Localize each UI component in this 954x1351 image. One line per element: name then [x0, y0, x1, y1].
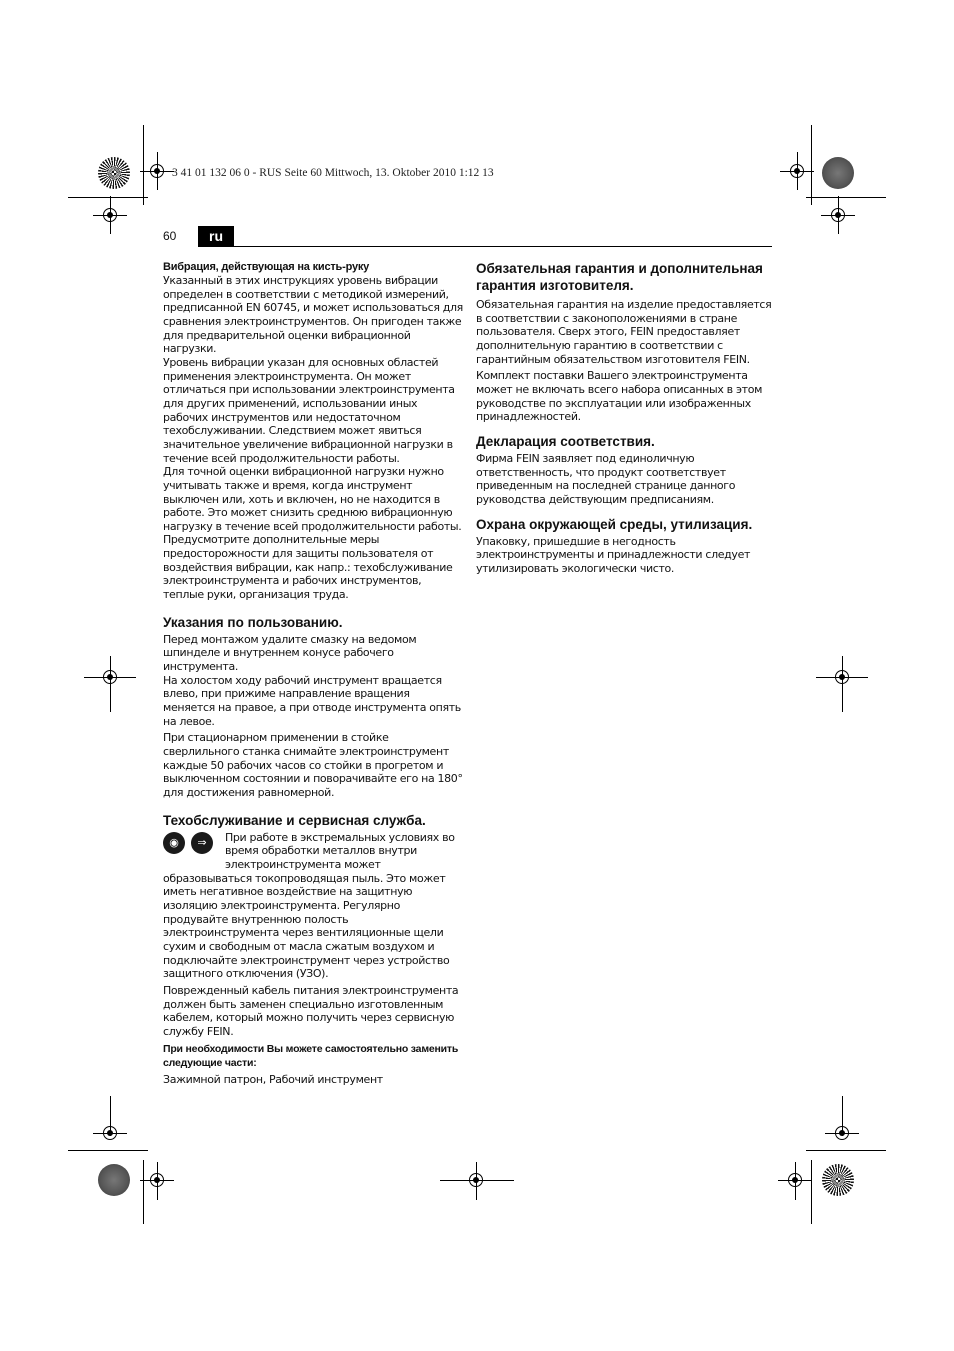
right-column — [476, 260, 776, 576]
crop-mark — [143, 125, 144, 205]
environment-paragraph: Упаковку, пришедшие в негодность электроинструменты и принадлежности следует утилизировать экологически чисто. — [476, 534, 751, 575]
registration-mark-icon — [835, 1126, 849, 1140]
warranty-paragraph: Обязательная гарантия на изделие предоставляется в соответствии с законоположениями в стране пользователя. Сверх этого, FEIN предоставляет дополнительную гарантию в соответствии с гарантийным обязательством изготовителя FEIN. — [476, 298, 772, 366]
color-bar-starburst-icon — [822, 1164, 854, 1196]
service-paragraph: При работе в экстремальных условиях во время обработки металлов внутри электроинструмента может образовываться токопроводящая пыль. Это может иметь негативное воздействие на защитную изоляцию электроинструмента. Регулярно продувайте внутреннюю полость электроинструмента через вентиляционные щели сухим и свободным от масла сжатым воздухом и подключайте электроинструмент через устройство защитного отключения (УЗО). — [163, 830, 455, 981]
vibration-paragraph: Предусмотрите дополнительные меры предосторожности для защиты пользователя от воздействия вибрации, как напр.: техобслуживание электроинструмента и рабочих инструментов, теплые руки, организация труда. — [163, 533, 453, 602]
registration-mark-icon — [150, 164, 164, 178]
crop-mark — [68, 197, 148, 198]
vibration-paragraph: Указанный в этих инструкциях уровень вибрации определен в соответствии с методикой измерений, предписанной EN 60745, и может использоваться для сравнения электроинструментов. Он пригоден также для предварительной оценки вибрационной нагрузки. — [163, 274, 463, 356]
blow-out-icon: ⇒ — [191, 832, 213, 854]
vibration-paragraph: Для точной оценки вибрационной нагрузки нужно учитывать также и время, когда инструмент выключен или, хоть и включен, но не находится в работе. Это может снизить среднюю вибрационную нагрузку в течение всей продолжительности работы. — [163, 465, 462, 533]
header-rule — [198, 246, 772, 247]
color-bar-disk-icon — [822, 157, 854, 189]
usage-paragraph: Перед монтажом удалите смазку на ведомом шпинделе и внутреннем конусе рабочего инструмента. — [163, 632, 417, 674]
color-bar-disk-icon — [98, 1164, 130, 1196]
service-icons — [163, 831, 221, 859]
vibration-heading: Вибрация, действующая на кисть-руку — [163, 261, 370, 273]
vibration-paragraph: Уровень вибрации указан для основных областей применения электроинструмента. Он может отличаться при использовании электроинструмента для других применений, использовании иных рабочих инструментов или недостаточном техобслуживании. Следствием может явиться значительное увеличение вибрационной нагрузки в течение всей продолжительности работы. — [163, 355, 455, 465]
registration-mark-icon — [469, 1173, 483, 1187]
service-heading: Техобслуживание и сервисная служба. — [163, 812, 426, 828]
goggles-icon: ◉ — [163, 832, 185, 854]
warranty-heading: Обязательная гарантия и дополнительная гарантия изготовителя. — [476, 261, 763, 293]
print-slug: 3 41 01 132 06 0 - RUS Seite 60 Mittwoch, 13. Oktober 2010 1:12 13 — [172, 167, 494, 179]
warranty-paragraph: Комплект поставки Вашего электроинструмента может не включать всего набора описанных в этом руководстве по эксплуатации или изображенных принадлежностей. — [476, 369, 763, 424]
registration-mark-icon — [103, 670, 117, 684]
parts-heading: При необходимости Вы можете самостоятельно заменить следующие части: — [163, 1043, 459, 1070]
registration-mark-icon — [103, 1126, 117, 1140]
registration-mark-icon — [788, 1173, 802, 1187]
conformity-paragraph: Фирма FEIN заявляет под единоличную ответственность, что продукт соответствует приведенным на последней странице данного руководства действующим предписаниям. — [476, 451, 736, 506]
language-badge: ru — [198, 226, 234, 246]
usage-paragraph: При стационарном применении в стойке сверлильного станка снимайте электроинструмент каждые 50 рабочих часов со стойки в прогретом и выключенном состоянии и поворачивайте его на 180° для достижения равномерной. — [163, 731, 463, 799]
registration-mark-icon — [150, 1173, 164, 1187]
environment-heading: Охрана окружающей среды, утилизация. — [476, 516, 753, 532]
conformity-heading: Декларация соответствия. — [476, 433, 655, 449]
registration-mark-icon — [831, 208, 845, 222]
registration-mark-icon — [790, 164, 804, 178]
parts-list: Зажимной патрон, Рабочий инструмент — [163, 1073, 383, 1087]
usage-heading: Указания по пользованию. — [163, 614, 343, 630]
left-column — [163, 260, 463, 1087]
registration-mark-icon — [835, 670, 849, 684]
usage-paragraph: На холостом ходу рабочий инструмент вращается влево, при прижиме направление вращения меняется на правое, а при отводе инструмента опять на левое. — [163, 673, 461, 728]
service-paragraph: Поврежденный кабель питания электроинструмента должен быть заменен специально изготовленным кабелем, который можно получить через сервисную службу FEIN. — [163, 983, 459, 1038]
registration-mark-icon — [103, 208, 117, 222]
color-bar-starburst-icon — [98, 157, 130, 189]
page-number: 60 — [163, 229, 177, 243]
